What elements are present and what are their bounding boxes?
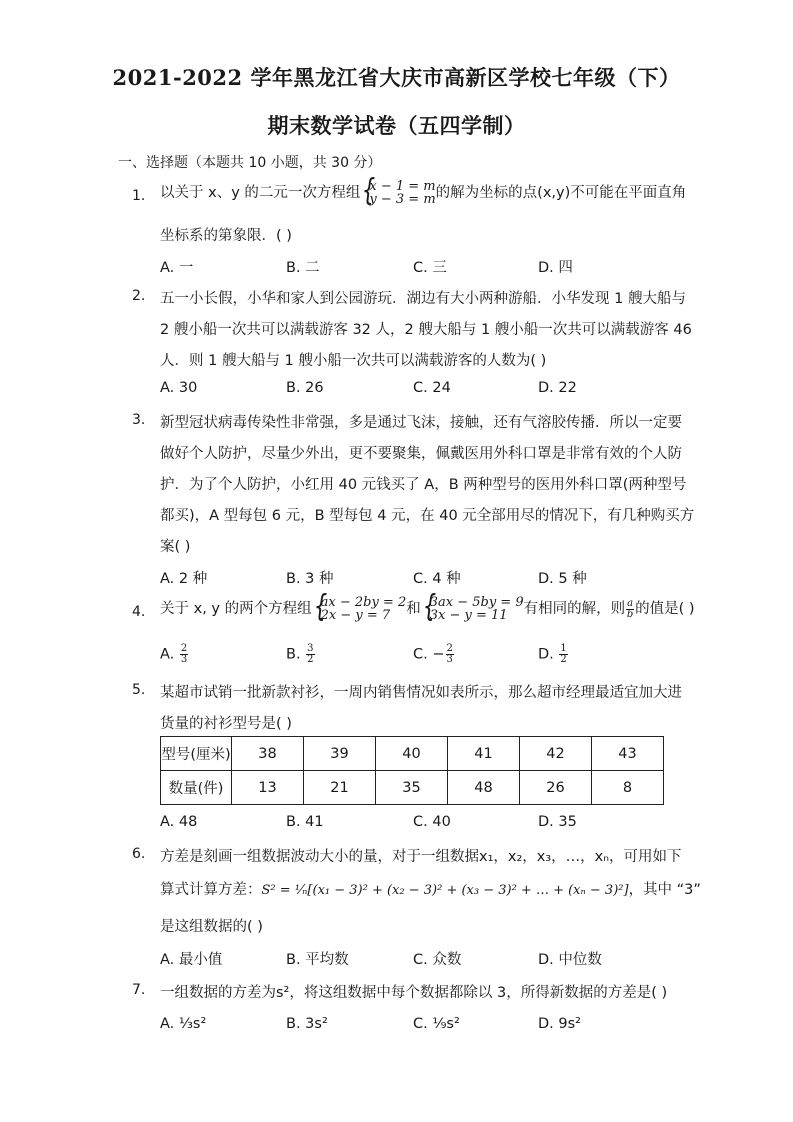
option-a[interactable]: A. 2 种 <box>160 571 208 587</box>
option-b[interactable]: B. 二 <box>286 260 320 276</box>
option-c[interactable]: C. 4 种 <box>413 571 461 587</box>
table-row <box>161 737 664 771</box>
variance-formula: S² = ¹⁄ₙ[(x₁ − 3)² + (x₂ − 3)² + (x₃ − 3)² + … + (xₙ − 3)²] <box>261 883 629 898</box>
question-number: 2. <box>132 288 146 304</box>
page-title-line2: 期末数学试卷（五四学制） <box>267 113 526 138</box>
table-cell: 39 <box>304 737 376 771</box>
question-1-line-1: 以关于 x、y 的二元一次方程组{ x − 1 = m y − 3 = m的解为坐标的点(x,y)不可能在平面直角 <box>160 180 686 206</box>
question-1-line-2: 坐标系的第象限．( ) <box>160 228 292 244</box>
question-5-line-2: 货量的衬衫型号是( ) <box>160 716 292 732</box>
option-a[interactable]: A. $\frac{2}{3}$ <box>160 643 188 665</box>
table-cell: 26 <box>520 771 592 805</box>
table-cell: 48 <box>448 771 520 805</box>
table-cell: 型号(厘米) <box>161 737 232 771</box>
question-2-line-3: 人．则 1 艘大船与 1 艘小船一次共可以满载游客的人数为( ) <box>160 353 547 369</box>
option-a[interactable]: A. 48 <box>160 814 198 830</box>
table-cell: 21 <box>304 771 376 805</box>
option-d[interactable]: D. 9s² <box>538 1016 581 1032</box>
question-number: 5. <box>132 682 146 698</box>
option-b[interactable]: B. $\frac{3}{2}$ <box>286 643 314 665</box>
option-a[interactable]: A. ⅓s² <box>160 1016 207 1032</box>
equation-system-1: { ax − 2by = 2 2x − y = 7 <box>312 596 407 622</box>
option-d[interactable]: D. 四 <box>538 260 573 276</box>
option-a[interactable]: A. 最小值 <box>160 952 223 968</box>
question-3-line-4: 都买)，A 型每包 6 元，B 型每包 4 元，在 40 元全部用尽的情况下，有几种购买方 <box>160 508 695 524</box>
equation-system: { x − 1 = m y − 3 = m <box>360 180 435 206</box>
question-3-line-5: 案( ) <box>160 539 191 555</box>
option-d[interactable]: D. $\frac{1}{2}$ <box>538 643 567 665</box>
table-cell: 35 <box>376 771 448 805</box>
option-b[interactable]: B. 26 <box>286 380 324 396</box>
question-number: 1. <box>132 188 146 204</box>
option-d[interactable]: D. 中位数 <box>538 952 602 968</box>
question-6-line-3: 是这组数据的( ) <box>160 919 263 935</box>
table-cell: 43 <box>592 737 664 771</box>
fraction-a-over-b: $\frac{a}{b}$ <box>626 597 634 620</box>
question-7-line-1: 一组数据的方差为s²，将这组数据中每个数据都除以 3，所得新数据的方差是( ) <box>160 985 668 1001</box>
table-cell: 数量(件) <box>161 771 232 805</box>
section-heading: 一、选择题（本题共 10 小题，共 30 分） <box>118 155 382 171</box>
question-6-line-1: 方差是刻画一组数据波动大小的量，对于一组数据x₁，x₂，x₃，…，xₙ，可用如下 <box>160 849 682 865</box>
table-cell: 40 <box>376 737 448 771</box>
option-c[interactable]: C. − $\frac{2}{3}$ <box>413 643 453 665</box>
option-c[interactable]: C. 三 <box>413 260 447 276</box>
question-2-line-1: 五一小长假，小华和家人到公园游玩．湖边有大小两种游船．小华发现 1 艘大船与 <box>160 291 686 307</box>
option-a[interactable]: A. 一 <box>160 260 194 276</box>
table-row <box>161 771 664 805</box>
option-b[interactable]: B. 41 <box>286 814 324 830</box>
question-2-line-2: 2 艘小船一次共可以满载游客 32 人，2 艘大船与 1 艘小船一次共可以满载游客 46 <box>160 322 692 338</box>
option-c[interactable]: C. ⅑s² <box>413 1016 460 1032</box>
question-number: 4. <box>132 604 146 620</box>
option-b[interactable]: B. 3s² <box>286 1016 328 1032</box>
option-a[interactable]: A. 30 <box>160 380 198 396</box>
question-4-line-1: 关于 x, y 的两个方程组{ ax − 2by = 2 2x − y = 7 和{ 3ax − 5by = 9 3x − y = 11 有相同的解，则 $\frac{a}{b}$ 的值是( ) <box>160 596 695 622</box>
equation-system-2: { 3ax − 5by = 9 3x − y = 11 <box>421 596 524 622</box>
question-6-line-2: 算式计算方差：S² = ¹⁄ₙ[(x₁ − 3)² + (x₂ − 3)² + (x₃ − 3)² + … + (xₙ − 3)²]，其中 “3” <box>160 882 701 898</box>
question-number: 3. <box>132 412 146 428</box>
question-3-line-2: 做好个人防护，尽量少外出，更不要聚集，佩戴医用外科口罩是非常有效的个人防 <box>160 446 682 462</box>
question-5-line-1: 某超市试销一批新款衬衫，一周内销售情况如表所示，那么超市经理最适宜加大进 <box>160 685 682 701</box>
table-cell: 13 <box>232 771 304 805</box>
table-cell: 41 <box>448 737 520 771</box>
page-title-line1: 2021-2022 学年黑龙江省大庆市高新区学校七年级（下） <box>112 65 681 90</box>
option-b[interactable]: B. 3 种 <box>286 571 334 587</box>
option-b[interactable]: B. 平均数 <box>286 952 349 968</box>
option-c[interactable]: C. 40 <box>413 814 451 830</box>
table-cell: 8 <box>592 771 664 805</box>
option-c[interactable]: C. 众数 <box>413 952 462 968</box>
sales-table <box>160 736 664 805</box>
option-d[interactable]: D. 5 种 <box>538 571 587 587</box>
table-cell: 38 <box>232 737 304 771</box>
question-3-line-1: 新型冠状病毒传染性非常强，多是通过飞沫，接触，还有气溶胶传播．所以一定要 <box>160 415 682 431</box>
option-c[interactable]: C. 24 <box>413 380 451 396</box>
question-number: 7. <box>132 982 146 998</box>
question-3-line-3: 护．为了个人防护，小红用 40 元钱买了 A，B 两种型号的医用外科口罩(两种型号 <box>160 477 687 493</box>
option-d[interactable]: D. 22 <box>538 380 577 396</box>
question-number: 6. <box>132 846 146 862</box>
table-cell: 42 <box>520 737 592 771</box>
option-d[interactable]: D. 35 <box>538 814 577 830</box>
